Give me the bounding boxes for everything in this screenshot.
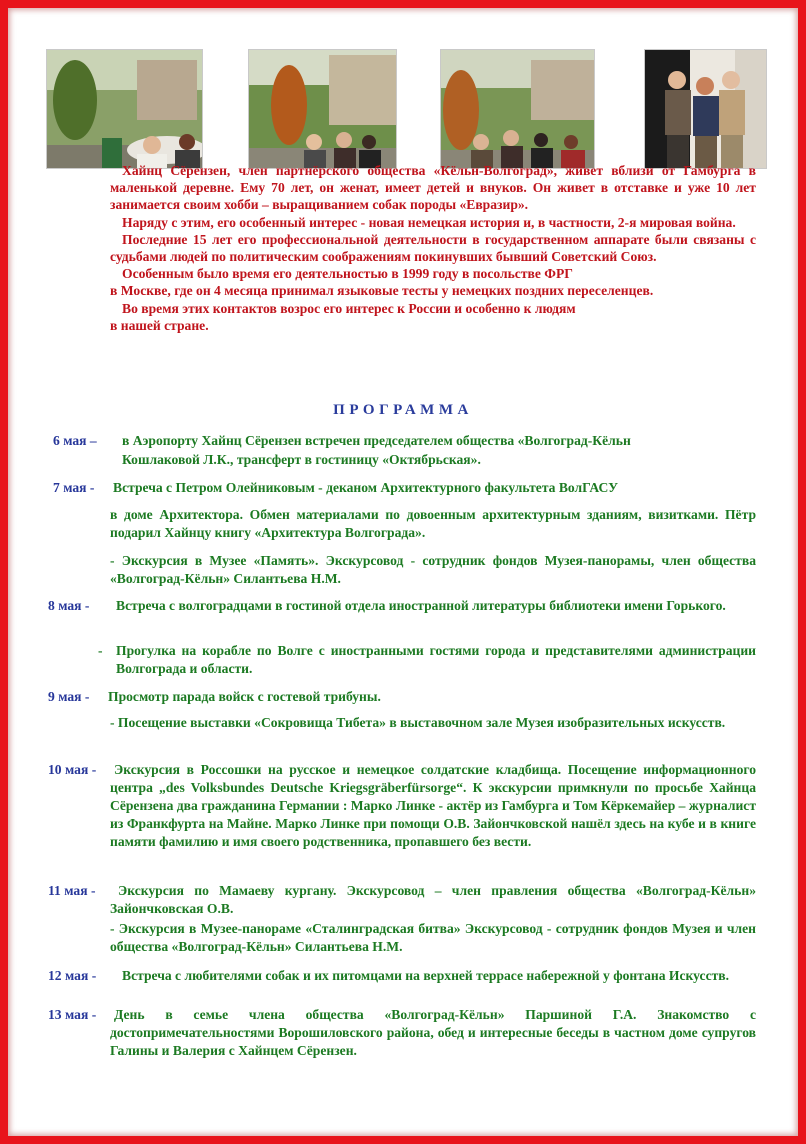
may11-paragraph-1: Экскурсия по Мамаеву кургану. Экскурсовод – член правления общества «Волгоград-Кёльн» Зайончковская О.В. [110,883,756,916]
program-title: ПРОГРАММА [333,402,473,418]
may7-paragraph-2: в доме Архитектора. Обмен материалами по довоенным архитектурным зданиям, визитками. Пётр подарил Хайнцу книгу «Архитектура Волгограда». [110,507,756,540]
may9-paragraph-1: Просмотр парада войск с гостевой трибуны. [108,689,381,704]
intro-paragraph-5b: в нашей стране. [110,317,209,333]
may8-dash: - [98,643,103,658]
intro-paragraph-1: Хайнц Сёрензен, член партнёрского общества «Кёльн-Волгоград», живет вблизи от Гамбурга в маленькой деревне. Ему 70 лет, он женат, имеет детей и внуков. Он живет в отставке и уже 10 лет занимается своим хобби – выращиванием собак породы «Евразир». [110,163,756,213]
date-may6: 6 мая – [53,433,97,448]
may6-line2: Кошлаковой Л.К., трансферт в гостиницу «Октябрьская». [122,452,481,467]
date-may10: 10 мая - [48,762,97,777]
date-may12: 12 мая - [48,968,97,983]
may6-line1: в Аэропорту Хайнц Сёрензен встречен председателем общества «Волгоград-Кёльн [122,433,631,448]
may8-paragraph-1: Встреча с волгоградцами в гостиной отдела иностранной литературы библиотеки имени Горького. [116,598,726,613]
may12-paragraph-1: Встреча с любителями собак и их питомцами на верхней террасе набережной у фонтана Искусств. [122,968,730,983]
may10-paragraph-1: Экскурсия в Россошки на русское и немецкое солдатские кладбища. Посещение информационного центра „des Volksbundes Deutsche Kriegsgräberfürsorge“. К экскурсии примкнули по просьбе Хайнца Сёрензена два гражданина Германии : Марко Линке - актёр из Гамбурга и Том Кёркемайер – журналист из Франкфурта на Майне. Марко Линке при помощи О.В. Зайончковской нашёл здесь на кубе и в книге памяти фамилию и имя своего родственника, пропавшего без вести. [110,762,756,849]
intro-paragraph-5a: Во время этих контактов возрос его интерес к России и особенно к людям [122,300,576,316]
intro-paragraph-2: Наряду с этим, его особенный интерес - новая немецкая история и, в частности, 2-я мировая война. [122,214,736,230]
date-may13: 13 мая - [48,1007,97,1022]
may13-paragraph-1: День в семье члена общества «Волгоград-Кёльн» Паршиной Г.А. Знакомство с достопримечательностями Ворошиловского района, обед и интересные беседы в частном доме супругов Галины и Валерия с Хайнцем Сёрензен. [110,1007,756,1058]
date-may8: 8 мая - [48,598,90,613]
photo-portrait-4 [644,49,767,169]
intro-paragraph-4b: в Москве, где он 4 месяца принимал языковые тесты у немецких поздних переселенцев. [110,283,654,299]
may8-paragraph-2: Прогулка на корабле по Волге с иностранными гостями города и представителями администрации Волгограда и области. [116,643,756,676]
date-may11: 11 мая - [48,883,96,898]
may7-paragraph-3: - Экскурсия в Музее «Память». Экскурсовод - сотрудник фондов Музея-панорамы, член общества «Волгоград-Кёльн» Силантьева Н.М. [110,553,756,586]
photo-group-2 [248,49,397,169]
date-may7: 7 мая - [53,480,95,495]
photo-group-1 [46,49,203,169]
intro-paragraph-4a: Особенным было время его деятельностью в 1999 году в посольстве ФРГ [122,266,573,282]
may9-paragraph-2: - Посещение выставки «Сокровища Тибета» в выставочном зале Музея изобразительных искусств. [110,715,726,730]
may11-paragraph-2: - Экскурсия в Музее-панораме «Сталинградская битва» Экскурсовод - сотрудник фондов Музея и член общества «Волгоград-Кёльн» Силантьева Н.М. [110,921,756,954]
photo-group-3 [440,49,595,169]
intro-paragraph-3: Последние 15 лет его профессиональной деятельности в государственном аппарате были связаны с судьбами людей по политическим соображениям покинувших бывший Советский Союз. [110,231,756,265]
date-may9: 9 мая - [48,689,90,704]
intro-text [110,162,756,334]
may7-line1: Встреча с Петром Олейниковым - деканом Архитектурного факультета ВолГАСУ [113,480,619,495]
